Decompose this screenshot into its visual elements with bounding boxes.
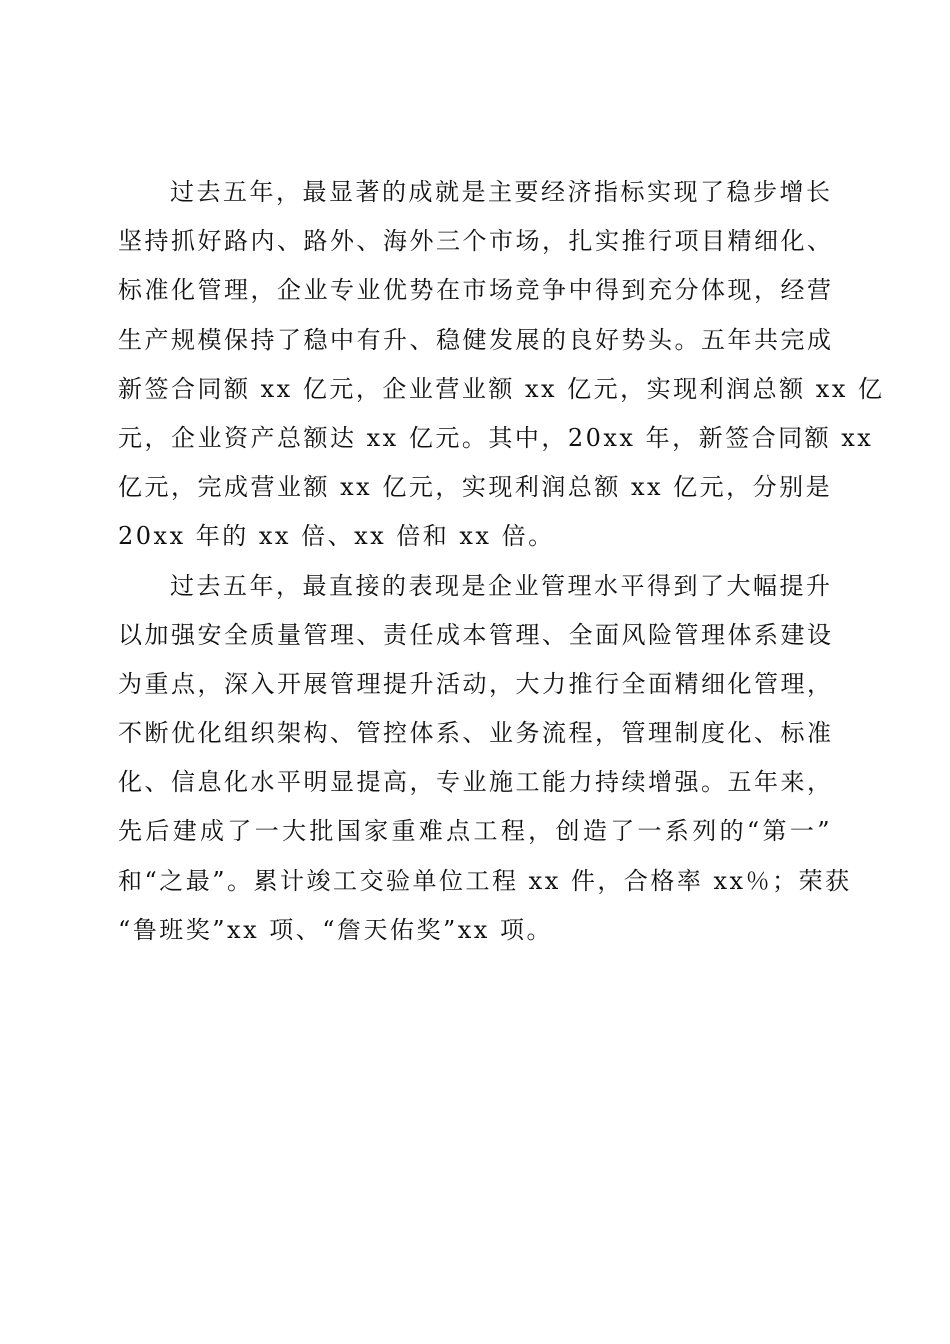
- paragraph-line: 新签合同额 xx 亿元，企业营业额 xx 亿元，实现利润总额 xx 亿: [118, 374, 885, 403]
- paragraph-line: 坚持抓好路内、路外、海外三个市场，扎实推行项目精细化、: [118, 227, 834, 256]
- paragraph-line: 过去五年，最显著的成就是主要经济指标实现了稳步增长: [170, 178, 833, 206]
- paragraph-line: 化、信息化水平明显提高，专业施工能力持续增强。五年来，: [118, 768, 834, 797]
- paragraph-line: 20xx 年的 xx 倍、xx 倍和 xx 倍。: [118, 522, 555, 551]
- paragraph-line: 以加强安全质量管理、责任成本管理、全面风险管理体系建设: [118, 620, 834, 649]
- paragraph-line: 标准化管理，企业专业优势在市场竞争中得到充分体现，经营: [118, 276, 834, 305]
- paragraph-line: 为重点，深入开展管理提升活动，大力推行全面精细化管理，: [118, 669, 834, 698]
- paragraph-line: 元，企业资产总额达 xx 亿元。其中，20xx 年，新签合同额 xx: [118, 423, 874, 452]
- paragraph-line: 和“之最”。累计竣工交验单位工程 xx 件，合格率 xx％；荣获: [118, 866, 852, 895]
- paragraph-line: 亿元，完成营业额 xx 亿元，实现利润总额 xx 亿元，分别是: [118, 473, 833, 502]
- paragraph-line: 过去五年，最直接的表现是企业管理水平得到了大幅提升: [170, 571, 833, 600]
- paragraph-line: 生产规模保持了稳中有升、稳健发展的良好势头。五年共完成: [118, 325, 834, 354]
- paragraph-achievements: [118, 168, 885, 562]
- document-body: [118, 168, 885, 955]
- paragraph-line: 不断优化组织架构、管控体系、业务流程，管理制度化、标准: [118, 719, 834, 748]
- paragraph-line: 先后建成了一大批国家重难点工程，创造了一系列的“第一”: [118, 817, 832, 846]
- paragraph-line: “鲁班奖”xx 项、“詹天佑奖”xx 项。: [118, 915, 553, 944]
- paragraph-management: [118, 562, 852, 956]
